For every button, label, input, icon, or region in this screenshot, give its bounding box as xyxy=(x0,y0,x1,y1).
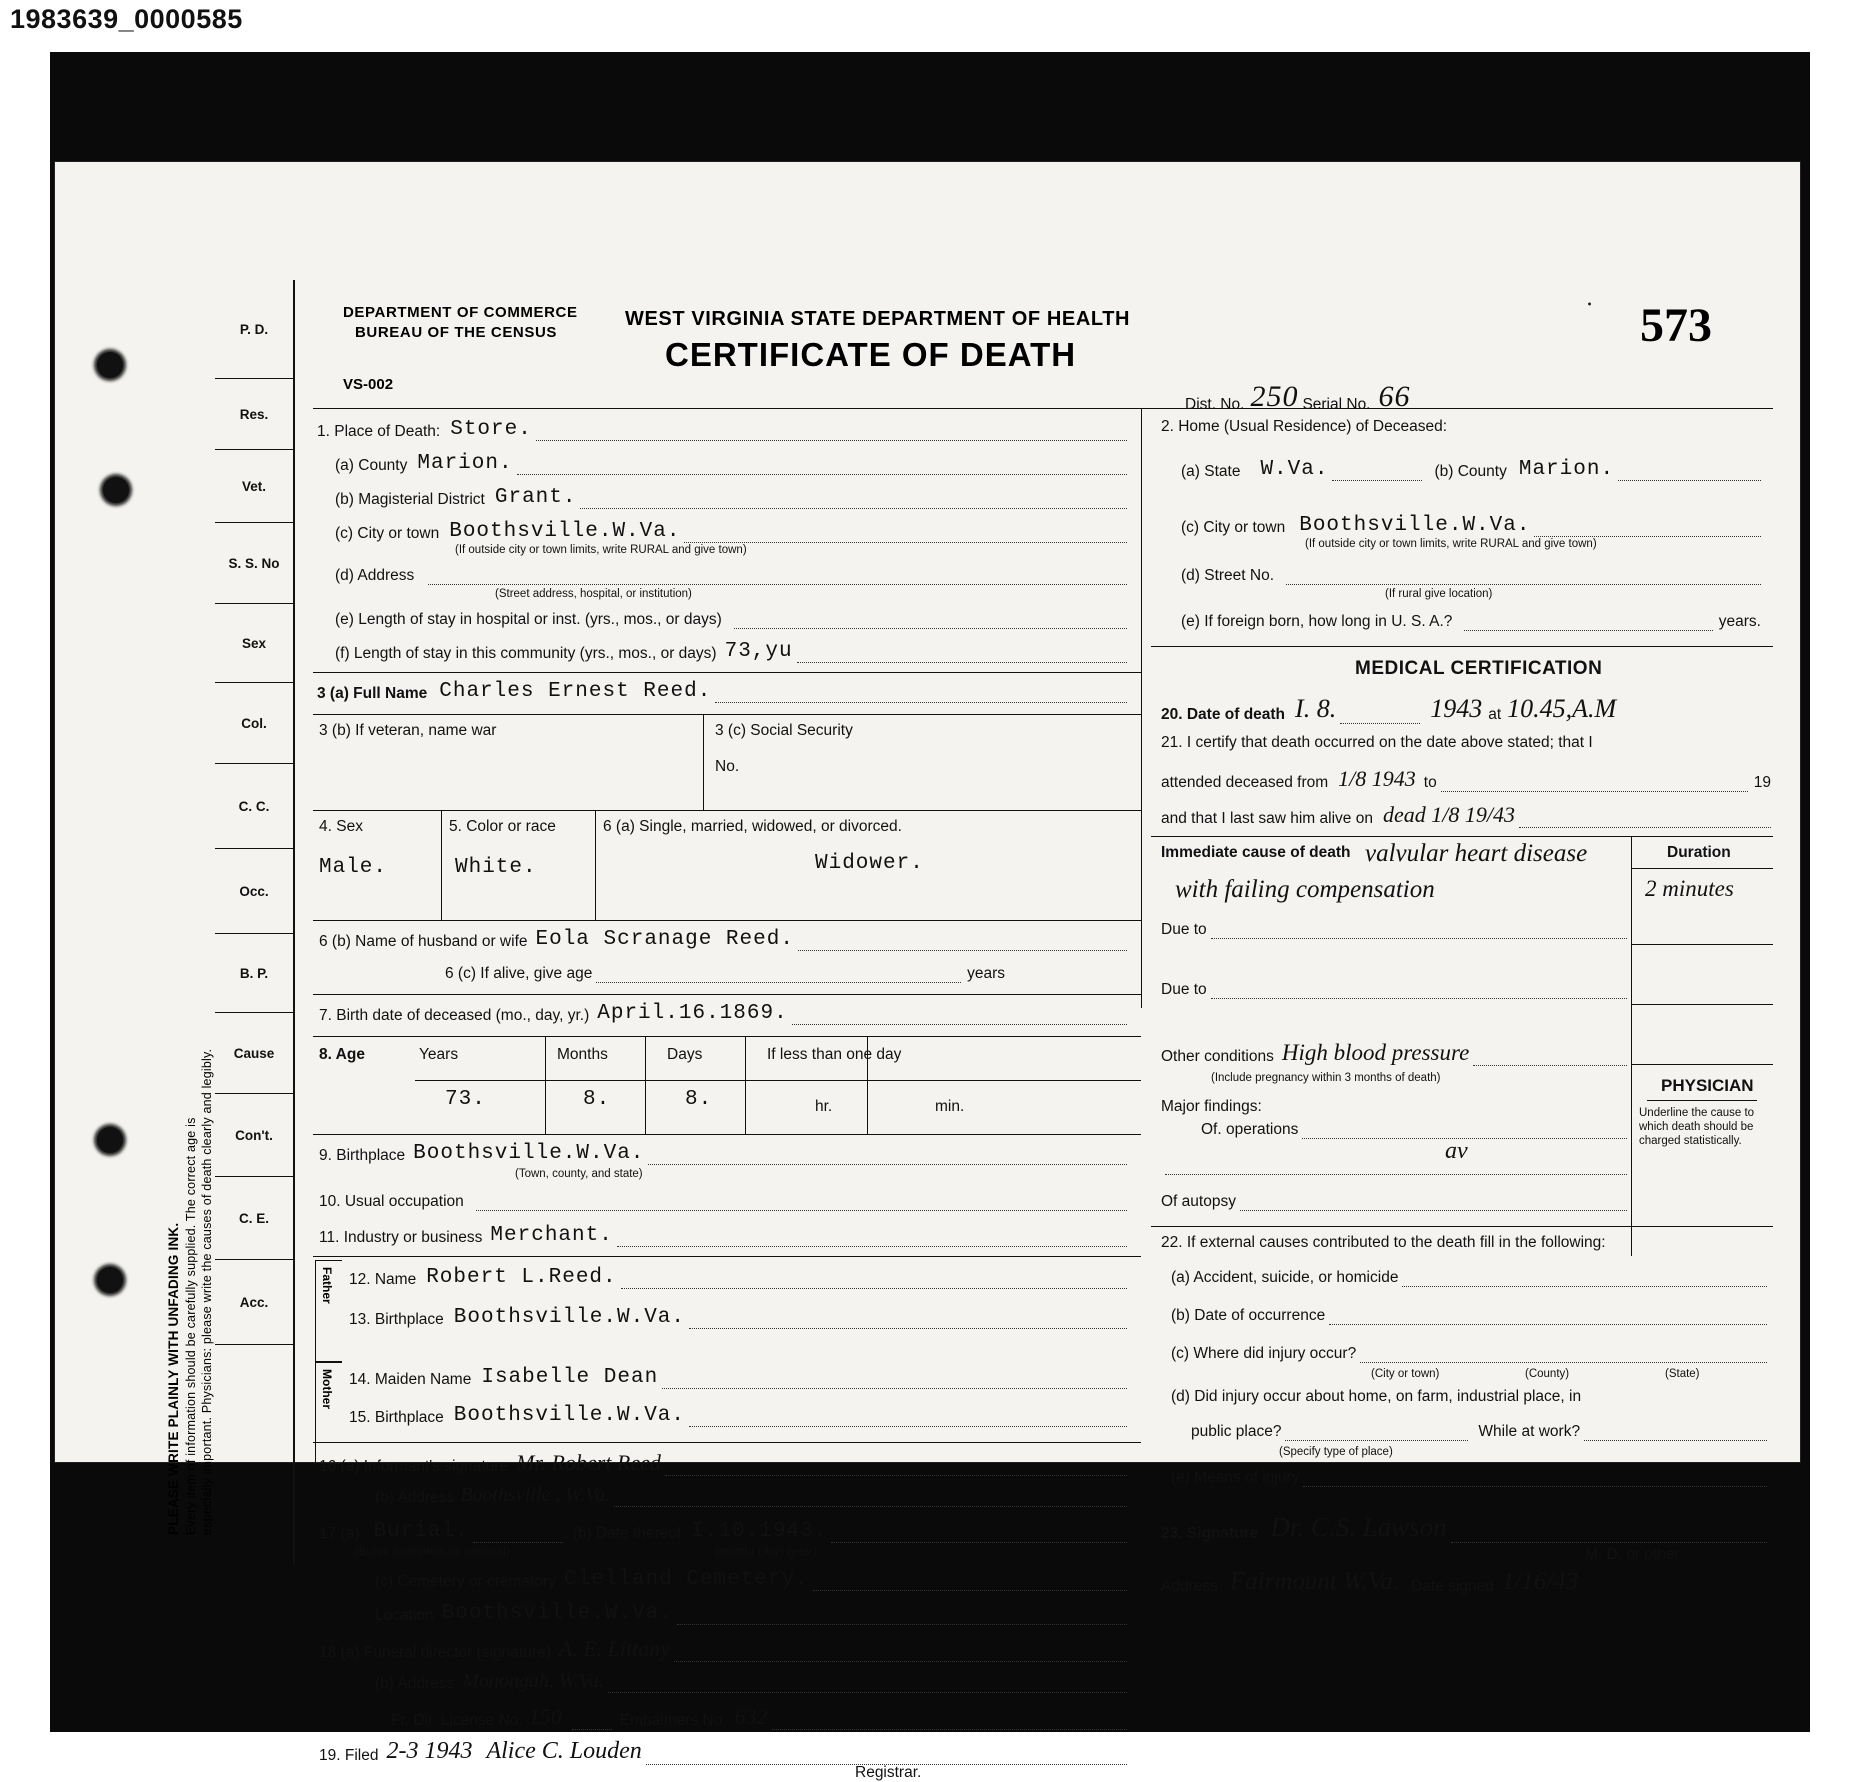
item2c-note: (If outside city or town limits, write RURAL and give town) xyxy=(1305,538,1597,550)
item6a-label: 6 (a) Single, married, widowed, or divorced. xyxy=(603,818,902,835)
other-conditions-value: High blood pressure xyxy=(1281,1040,1470,1065)
item23-label: 23. Signature xyxy=(1161,1525,1259,1542)
item21-from-value: 1/8 1943 xyxy=(1338,766,1416,791)
item1f-label: (f) Length of stay in this community (yrs., mos., or days) xyxy=(335,645,717,662)
physician-note: Underline the cause to which death should be charged statistically. xyxy=(1639,1107,1755,1147)
pregnancy-note: (Include pregnancy within 3 months of death) xyxy=(1211,1072,1441,1084)
age-months-value: 8. xyxy=(583,1088,611,1111)
physician-address-value: Fairmount W.Va. xyxy=(1229,1568,1400,1595)
dueto1-label: Due to xyxy=(1161,921,1207,938)
father-label: Father xyxy=(320,1267,334,1304)
item15-value: Boothsville.W.Va. xyxy=(453,1404,686,1427)
item14-label: 14. Maiden Name xyxy=(349,1371,472,1388)
item2e-unit: years. xyxy=(1718,613,1761,630)
item1-value: Store. xyxy=(450,418,532,441)
item21-line2: attended deceased from xyxy=(1161,774,1329,791)
divider xyxy=(645,1036,646,1134)
item22a-label: (a) Accident, suicide, or homicide xyxy=(1171,1269,1399,1286)
tab-cont: Con't. xyxy=(215,1094,293,1177)
item12-value: Robert L.Reed. xyxy=(426,1266,617,1289)
item1c-value: Boothsville.W.Va. xyxy=(449,520,681,543)
item4-label: 4. Sex xyxy=(319,818,363,835)
cause-duration-value: 2 minutes xyxy=(1645,876,1734,901)
item21-line3: and that I last saw him alive on xyxy=(1161,810,1373,827)
certificate-form xyxy=(295,280,1795,1781)
item3b-label: 3 (b) If veteran, name war xyxy=(319,722,497,739)
tab-pd: P. D. xyxy=(215,280,293,379)
tab-occ: Occ. xyxy=(215,849,293,934)
embalmer-value: 632 xyxy=(734,1704,768,1729)
item11-value: Merchant. xyxy=(490,1224,613,1247)
divider xyxy=(595,810,596,920)
divider xyxy=(313,994,1141,995)
age-years-header: Years xyxy=(419,1046,459,1063)
item20-label: 20. Date of death xyxy=(1161,706,1286,723)
tab-ssno: S. S. No xyxy=(215,523,293,604)
item20-at-label: at xyxy=(1488,706,1502,723)
tab-sex: Sex xyxy=(215,604,293,683)
item1b-label: (b) Magisterial District xyxy=(335,491,485,508)
operations-label: Of. operations xyxy=(1201,1121,1299,1138)
document-title: CERTIFICATE OF DEATH xyxy=(665,336,1077,373)
divider xyxy=(415,1080,1141,1081)
item1d-note: (Street address, hospital, or institution) xyxy=(495,588,692,600)
item20-time: 10.45,A.M xyxy=(1507,694,1617,723)
item2a-label: (a) State xyxy=(1181,463,1241,480)
divider xyxy=(313,1134,1141,1135)
tab-bp: B. P. xyxy=(215,934,293,1013)
item20-month-day: I. 8. xyxy=(1295,694,1337,723)
item21-line1: 21. I certify that death occurred on the date above stated; that I xyxy=(1161,734,1593,751)
item1b-value: Grant. xyxy=(494,486,577,509)
tab-ce: C. E. xyxy=(215,1177,293,1260)
age-months-header: Months xyxy=(557,1046,608,1063)
item17-location-label: Location xyxy=(375,1607,434,1624)
physician-address-label: Address xyxy=(1161,1578,1218,1595)
item20-year: 1943 xyxy=(1430,694,1483,723)
item1f-value: 73,yu xyxy=(724,640,793,663)
divider xyxy=(1151,836,1773,837)
divider xyxy=(1631,944,1773,945)
item6b-label: 6 (b) Name of husband or wife xyxy=(319,933,528,950)
serial-no-label: Serial No. xyxy=(1302,396,1371,413)
item18a-label: 18 (a) Funeral director (signature) xyxy=(319,1644,551,1661)
age-hr-label: hr. xyxy=(815,1098,833,1115)
item1-label: 1. Place of Death: xyxy=(317,423,441,440)
divider xyxy=(1647,1100,1757,1101)
scanned-document-area xyxy=(50,52,1810,1781)
divider xyxy=(1631,868,1773,869)
item2a-value: W.Va. xyxy=(1260,458,1329,481)
item9-note: (Town, county, and state) xyxy=(515,1168,643,1180)
operations-mark: av xyxy=(1445,1138,1468,1164)
item6c-unit: years xyxy=(967,965,1005,982)
age-lessthanday-header: If less than one day xyxy=(767,1046,902,1063)
side-stamp-mark: • xyxy=(1583,302,1595,307)
item3a-label: 3 (a) Full Name xyxy=(317,685,428,702)
registrar-label: Registrar. xyxy=(855,1764,922,1781)
item22e-label: (e) Means of injury xyxy=(1171,1469,1300,1486)
dept-line-1: DEPARTMENT OF COMMERCE xyxy=(343,304,578,321)
item19-value: 2-3 1943 xyxy=(386,1738,473,1764)
dept-line-2: BUREAU OF THE CENSUS xyxy=(355,324,558,341)
item21-to-label: to xyxy=(1423,774,1437,791)
item17-location-value: Boothsville.W.Va. xyxy=(441,1602,673,1625)
item22d-line2: public place? xyxy=(1191,1423,1282,1440)
father-bracket xyxy=(315,1260,342,1362)
item5-value: White. xyxy=(455,856,537,879)
item2e-label: (e) If foreign born, how long in U. S. A.? xyxy=(1181,613,1453,630)
md-or-other-note: M. D. or other xyxy=(1585,1546,1680,1563)
index-tab-column xyxy=(215,280,295,1565)
tab-blank xyxy=(215,1345,293,1475)
column-divider xyxy=(1141,408,1142,1008)
divider xyxy=(1631,1004,1773,1005)
item22d-note: (Specify type of place) xyxy=(1279,1446,1393,1458)
mother-bracket xyxy=(315,1362,342,1464)
item1d-label: (d) Address xyxy=(335,567,415,584)
item16a-value: Mr. Robert Reed xyxy=(516,1450,661,1475)
tab-cause: Cause xyxy=(215,1013,293,1094)
vertical-instructions xyxy=(150,280,214,1565)
item7-value: April.16.1869. xyxy=(597,1002,788,1025)
cause-of-death-header: Immediate cause of death xyxy=(1161,844,1351,861)
dueto2-label: Due to xyxy=(1161,981,1207,998)
item5-label: 5. Color or race xyxy=(449,818,556,835)
item3c-label: 3 (c) Social Security xyxy=(715,722,853,739)
image-id: 1983639_0000585 xyxy=(10,4,243,34)
instruction-line-3: especially important. Physicians: please write the causes of death clearly and legibly. xyxy=(200,1048,214,1535)
item22b-label: (b) Date of occurrence xyxy=(1171,1307,1326,1324)
item13-value: Boothsville.W.Va. xyxy=(453,1306,686,1329)
registrar-signature: Alice C. Louden xyxy=(486,1738,642,1764)
item18b-label: (b) Address xyxy=(375,1675,455,1692)
death-certificate-paper xyxy=(55,162,1800,1781)
item22c-city-note: (City or town) xyxy=(1371,1368,1440,1380)
item3c-sublabel: No. xyxy=(715,758,740,775)
item23-signature-value: Dr. C.S. Lawson xyxy=(1270,1512,1447,1542)
item17b-value: I.10.1943. xyxy=(691,1520,828,1543)
instruction-line-1: PLEASE WRITE PLAINLY WITH UNFADING INK. xyxy=(166,1222,181,1535)
item22d-line1: (d) Did injury occur about home, on farm, industrial place, in xyxy=(1171,1388,1582,1405)
item17b-label: (b) Date thereof xyxy=(572,1525,682,1542)
item17a-value: Burial. xyxy=(373,1520,469,1543)
cause-line-1: valvular heart disease xyxy=(1365,840,1588,867)
item18b-value: Monongah, W.Va. xyxy=(462,1670,604,1692)
item8-label: 8. Age xyxy=(319,1046,365,1063)
item3a-value: Charles Ernest Reed. xyxy=(439,680,712,703)
divider xyxy=(313,1036,1141,1037)
item2d-note: (If rural give location) xyxy=(1385,588,1493,600)
punch-hole xyxy=(103,477,129,503)
physician-header: PHYSICIAN xyxy=(1661,1076,1754,1095)
divider xyxy=(1631,1064,1773,1065)
item22c-state-note: (State) xyxy=(1665,1368,1700,1380)
item6b-value: Eola Scranage Reed. xyxy=(535,928,794,951)
duration-header: Duration xyxy=(1667,844,1731,861)
stamp-number: 573 xyxy=(1640,299,1712,352)
agency-name: WEST VIRGINIA STATE DEPARTMENT OF HEALTH xyxy=(625,308,1131,330)
item17c-value: Clelland Cemetery. xyxy=(563,1568,809,1591)
other-conditions-label: Other conditions xyxy=(1161,1048,1274,1065)
divider xyxy=(313,920,1141,921)
divider xyxy=(703,714,704,810)
item14-value: Isabelle Dean xyxy=(481,1366,659,1389)
item12-label: 12. Name xyxy=(349,1271,417,1288)
item21-lastsaw-value: dead 1/8 19/43 xyxy=(1382,802,1515,827)
item17a-label: 17 (a) xyxy=(319,1525,360,1542)
duration-column-divider xyxy=(1631,836,1632,1256)
medical-certification-title: MEDICAL CERTIFICATION xyxy=(1355,658,1603,679)
divider xyxy=(313,408,1773,409)
item6a-value: Widower. xyxy=(815,852,924,875)
age-years-value: 73. xyxy=(445,1088,486,1111)
item11-label: 11. Industry or business xyxy=(319,1229,483,1246)
item1e-label: (e) Length of stay in hospital or inst. (yrs., mos., or days) xyxy=(335,611,722,628)
divider xyxy=(313,1442,1141,1443)
age-days-value: 8. xyxy=(685,1088,713,1111)
tab-cc: C. C. xyxy=(215,764,293,849)
instruction-line-2: Every item of information should be carefully supplied. The correct age is xyxy=(184,1117,198,1535)
item22d-while-label: While at work? xyxy=(1478,1423,1581,1440)
item10-label: 10. Usual occupation xyxy=(319,1193,464,1210)
serial-no-value: 66 xyxy=(1378,380,1411,413)
tab-col: Col. xyxy=(215,683,293,764)
divider xyxy=(313,810,1141,811)
item17a-note: (Burial, cremation, or removal) xyxy=(355,1546,510,1558)
item6c-label: 6 (c) If alive, give age xyxy=(445,965,593,982)
autopsy-label: Of autopsy xyxy=(1161,1193,1236,1210)
item22-label: 22. If external causes contributed to the death fill in the following: xyxy=(1161,1234,1606,1251)
item9-label: 9. Birthplace xyxy=(319,1147,406,1164)
item9-value: Boothsville.W.Va. xyxy=(413,1142,645,1165)
item1a-value: Marion. xyxy=(417,452,513,475)
item2b-label: (b) County xyxy=(1434,463,1507,480)
item2c-label: (c) City or town xyxy=(1181,519,1286,536)
item15-label: 15. Birthplace xyxy=(349,1409,444,1426)
tab-acc: Acc. xyxy=(215,1260,293,1345)
item19-label: 19. Filed xyxy=(319,1747,379,1764)
major-findings-label: Major findings: xyxy=(1161,1098,1262,1115)
item22c-label: (c) Where did injury occur? xyxy=(1171,1345,1357,1362)
age-days-header: Days xyxy=(667,1046,703,1063)
item1c-note: (If outside city or town limits, write RURAL and give town) xyxy=(455,544,747,556)
divider xyxy=(313,714,1141,715)
date-signed-value: 1/16/43 xyxy=(1501,1568,1579,1595)
item16b-value: Boothsville , W.Va. xyxy=(460,1484,611,1506)
tab-res: Res. xyxy=(215,379,293,450)
item16a-label: 16 (a) Informant's signature xyxy=(319,1458,509,1475)
punch-hole xyxy=(97,1127,123,1153)
punch-hole xyxy=(97,1267,123,1293)
divider xyxy=(313,1256,1141,1257)
item13-label: 13. Birthplace xyxy=(349,1311,444,1328)
item7-label: 7. Birth date of deceased (mo., day, yr.) xyxy=(319,1007,590,1024)
item4-value: Male. xyxy=(319,856,388,879)
item17b-note: (month) (day) (year) xyxy=(715,1546,818,1558)
divider xyxy=(1151,1226,1773,1227)
item2-label: 2. Home (Usual Residence) of Deceased: xyxy=(1161,418,1448,435)
dist-no-value: 250 xyxy=(1250,380,1299,413)
tab-vet: Vet. xyxy=(215,450,293,523)
divider xyxy=(1151,646,1773,647)
divider xyxy=(545,1036,546,1134)
divider xyxy=(313,672,1141,673)
license-label: Fr. Dir. License No. xyxy=(391,1712,523,1729)
divider xyxy=(745,1036,746,1134)
age-min-label: min. xyxy=(935,1098,965,1115)
dist-no-label: Dist. No. xyxy=(1185,396,1245,413)
punch-hole xyxy=(97,352,123,378)
item21-to-year: 19 xyxy=(1753,774,1771,791)
item16b-label: (b) Address xyxy=(375,1489,455,1506)
item2d-label: (d) Street No. xyxy=(1181,567,1275,584)
item2c-value: Boothsville.W.Va. xyxy=(1299,514,1531,537)
embalmer-label: Embalmers No. xyxy=(619,1712,727,1729)
item1c-label: (c) City or town xyxy=(335,525,440,542)
license-value: 150 xyxy=(528,1704,562,1729)
item2b-value: Marion. xyxy=(1518,458,1615,481)
mother-label: Mother xyxy=(320,1369,334,1409)
item17c-label: (c) Cemetery or crematory xyxy=(375,1573,556,1590)
form-number: VS-002 xyxy=(343,376,394,393)
divider xyxy=(441,810,442,920)
cause-line-2: with failing compensation xyxy=(1175,876,1435,903)
item1a-label: (a) County xyxy=(335,457,408,474)
date-signed-label: Date signed xyxy=(1411,1578,1494,1595)
item22c-county-note: (County) xyxy=(1525,1368,1570,1380)
item18a-value: A. E. Littany xyxy=(558,1636,670,1661)
